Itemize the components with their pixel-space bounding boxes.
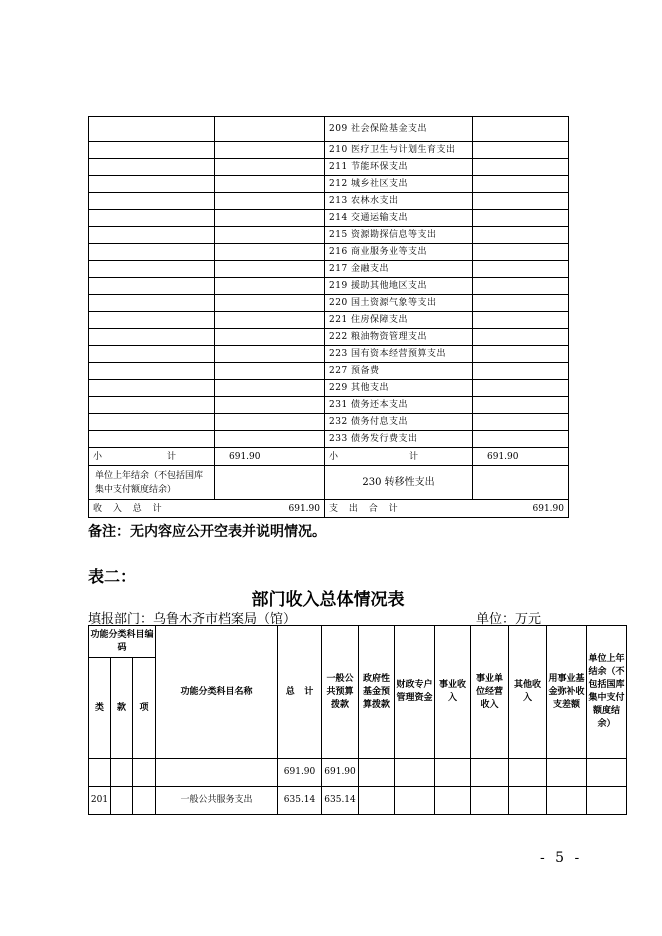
cell-total: 691.90 <box>278 759 322 787</box>
expense-total <box>325 500 569 518</box>
department-income-table <box>88 625 627 815</box>
expenditure-item: 233 债务发行费支出 <box>325 431 473 448</box>
table2-title: 部门收入总体情况表 <box>251 590 405 610</box>
income-total-value: 691.90 <box>288 503 320 514</box>
cell-xiang <box>133 759 156 787</box>
total-row <box>89 500 569 518</box>
table-row <box>89 261 569 278</box>
expenditure-item: 212 城乡社区支出 <box>325 176 473 193</box>
note: 备注：无内容应公开空表并说明情况。 <box>88 524 326 540</box>
header-prior-balance: 单位上年结余（不包括国库集中支付额度结余） <box>587 626 627 759</box>
header-general-budget: 一般公共预算拨款 <box>322 626 359 759</box>
table-row <box>89 414 569 431</box>
table-row <box>89 346 569 363</box>
expenditure-item: 220 国土资源气象等支出 <box>325 295 473 312</box>
cell-general-budget: 691.90 <box>322 759 359 787</box>
expenditure-item: 222 粮油物资管理支出 <box>325 329 473 346</box>
cell-total: 635.14 <box>278 787 322 815</box>
expenditure-item: 210 医疗卫生与计划生育支出 <box>325 142 473 159</box>
income-total-label: 收 入 总 计 <box>93 503 166 514</box>
header-fiscal-special: 财政专户管理资金 <box>395 626 435 759</box>
header-other-income: 其他收入 <box>509 626 547 759</box>
table2-label: 表二： <box>88 567 137 586</box>
header-balance-fund: 用事业基金弥补收支差额 <box>547 626 587 759</box>
cell-name: 一般公共服务支出 <box>156 787 278 815</box>
table-row <box>89 295 569 312</box>
subtotal-value-left: 691.90 <box>215 448 325 466</box>
subtotal-value-right: 691.90 <box>473 448 569 466</box>
table-row <box>89 278 569 295</box>
cell-kuan <box>111 759 133 787</box>
cell-xiang <box>133 787 156 815</box>
header-gov-fund: 政府性基金预算拨款 <box>359 626 395 759</box>
table-row <box>89 431 569 448</box>
subtotal-label-left: 小 计 <box>89 448 215 466</box>
expenditure-item: 211 节能环保支出 <box>325 159 473 176</box>
expenditure-item: 223 国有资本经营预算支出 <box>325 346 473 363</box>
header-lei: 类 <box>89 658 111 759</box>
table-row <box>89 787 627 815</box>
carry-over-row <box>89 466 569 500</box>
header-business-income: 事业收入 <box>435 626 471 759</box>
income-total <box>89 500 325 518</box>
subtotal-label-right: 小 计 <box>325 448 473 466</box>
table-row <box>89 193 569 210</box>
revenue-expenditure-table <box>88 116 569 518</box>
expenditure-item: 221 住房保障支出 <box>325 312 473 329</box>
header-kuan: 款 <box>111 658 133 759</box>
header-operating-income: 事业单位经营收入 <box>471 626 509 759</box>
expenditure-item: 215 资源勘探信息等支出 <box>325 227 473 244</box>
table-row <box>89 312 569 329</box>
unit-label: 单位：万元 <box>476 612 542 627</box>
cell-general-budget: 635.14 <box>322 787 359 815</box>
expenditure-item: 214 交通运输支出 <box>325 210 473 227</box>
header-xiang: 项 <box>133 658 156 759</box>
expenditure-item: 217 金融支出 <box>325 261 473 278</box>
table-row <box>89 176 569 193</box>
header-name: 功能分类科目名称 <box>156 626 278 759</box>
carry-over-label: 单位上年结余（不包括国库集中支付额度结余） <box>89 466 215 500</box>
expenditure-item: 227 预备费 <box>325 363 473 380</box>
table-row <box>89 363 569 380</box>
table-row <box>89 397 569 414</box>
table-row <box>89 329 569 346</box>
table-row <box>89 759 627 787</box>
table-row <box>89 159 569 176</box>
page-number: - 5 - <box>540 850 583 866</box>
cell-kuan <box>111 787 133 815</box>
expenditure-item: 231 债务还本支出 <box>325 397 473 414</box>
expense-total-label: 支 出 合 计 <box>329 503 402 514</box>
expenditure-item: 219 援助其他地区支出 <box>325 278 473 295</box>
table-row <box>89 210 569 227</box>
table-row <box>89 244 569 261</box>
subtotal-row <box>89 448 569 466</box>
cell-lei <box>89 759 111 787</box>
header-total: 总 计 <box>278 626 322 759</box>
expenditure-item: 232 债务付息支出 <box>325 414 473 431</box>
cell-lei: 201 <box>89 787 111 815</box>
expenditure-item: 213 农林水支出 <box>325 193 473 210</box>
cell-name <box>156 759 278 787</box>
expenditure-item: 229 其他支出 <box>325 380 473 397</box>
table-row <box>89 117 569 142</box>
reporting-department: 填报部门：乌鲁木齐市档案局（馆） <box>88 612 297 627</box>
expenditure-item: 216 商业服务业等支出 <box>325 244 473 261</box>
expense-total-value: 691.90 <box>532 503 564 514</box>
header-code-group: 功能分类科目编码 <box>89 626 156 658</box>
table-row <box>89 142 569 159</box>
expenditure-item: 209 社会保险基金支出 <box>325 117 473 142</box>
transfer-expenditure: 230 转移性支出 <box>325 466 473 500</box>
table-row <box>89 380 569 397</box>
table-row <box>89 227 569 244</box>
